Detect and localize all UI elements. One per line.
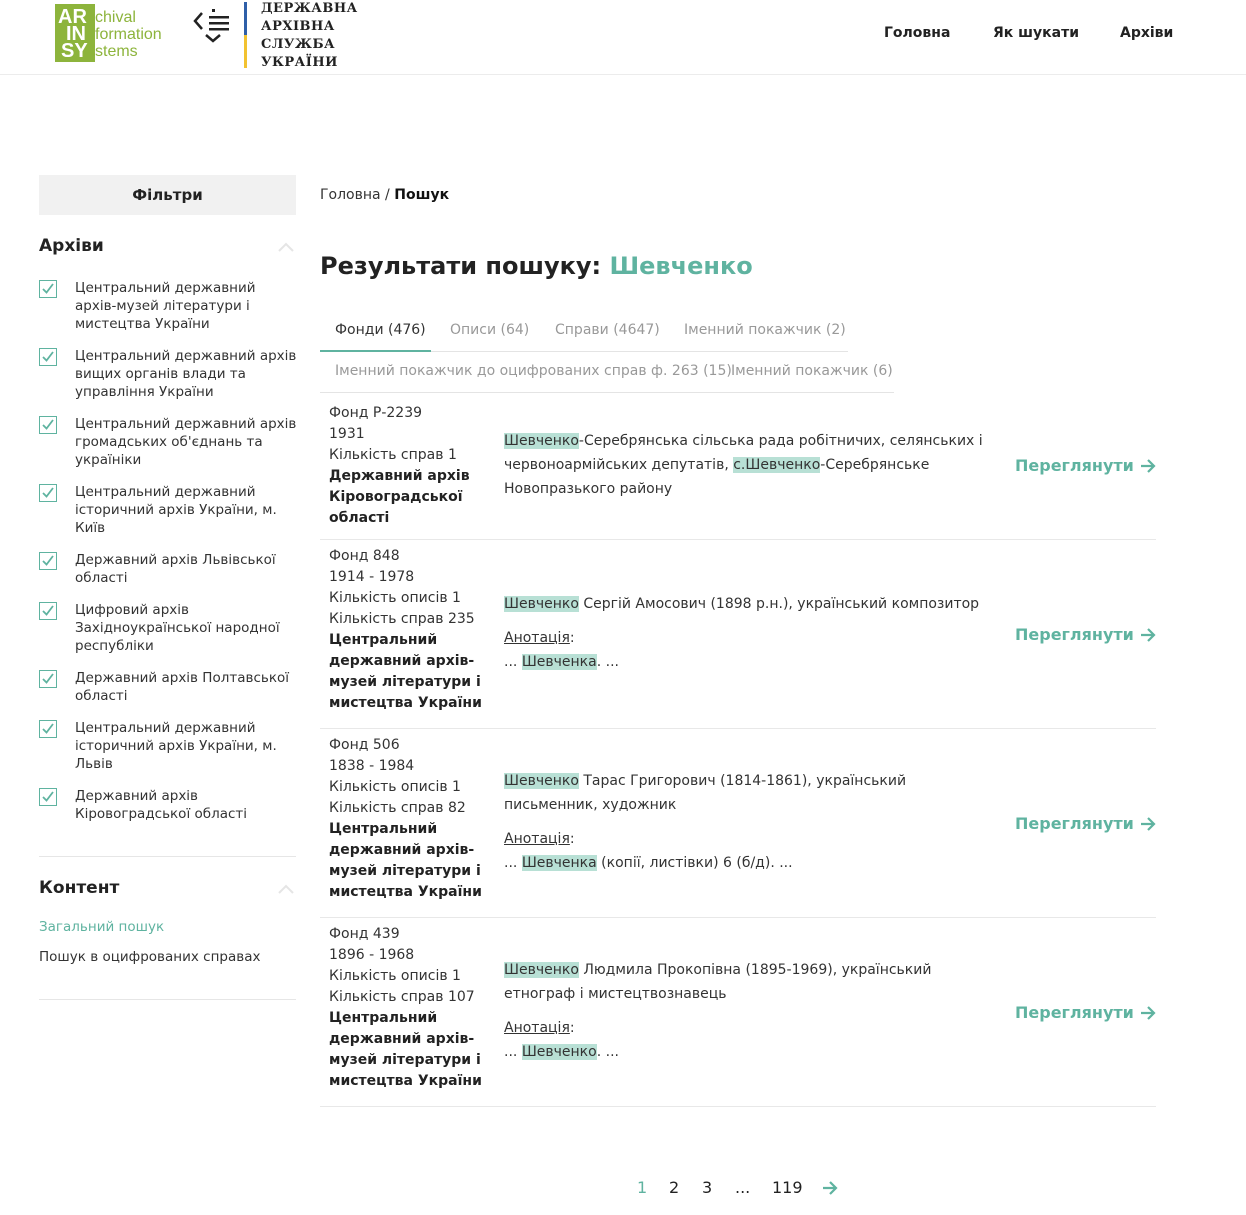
archive-filter-label: Центральний державний архів-музей літератури і мистецтва України	[75, 280, 256, 332]
result-count: Кількість справ 1	[329, 447, 457, 463]
search-highlight: Шевченко	[504, 433, 579, 449]
result-count: Кількість описів 1	[329, 779, 461, 795]
content-heading: Контент	[39, 878, 120, 898]
annotation-text: ...	[504, 855, 522, 871]
annotation-text: ...	[504, 654, 522, 670]
view-button-label: Переглянути	[1015, 625, 1134, 644]
archive-checkbox[interactable]	[39, 670, 57, 688]
annotation-snippet	[504, 650, 984, 674]
result-fond: Фонд 848	[329, 548, 400, 564]
result-count: Кількість справ 235	[329, 611, 475, 627]
archive-filter-label: Державний архів Полтавської області	[75, 670, 289, 704]
logo-letters-sy: SY	[61, 40, 88, 62]
result-annotation: Анотація:	[504, 630, 575, 646]
checkmark-icon	[42, 791, 54, 802]
result-title-text: -Серебрянське Новопразького району	[504, 457, 930, 497]
result-description	[504, 592, 984, 674]
annotation-label: Анотація	[504, 630, 570, 646]
result-meta	[329, 403, 489, 529]
archive-checkbox[interactable]	[39, 788, 57, 806]
tabs-underline	[320, 392, 894, 393]
breadcrumb-separator: /	[380, 187, 395, 203]
sidebar-divider	[39, 999, 296, 1000]
result-annotation: Анотація:	[504, 1020, 575, 1036]
page-link[interactable]: 3	[702, 1178, 713, 1197]
archive-filter-label: Державний архів Львівської області	[75, 552, 276, 586]
result-count: Кількість справ 82	[329, 800, 466, 816]
result-count: Кількість описів 1	[329, 590, 461, 606]
annotation-snippet	[504, 851, 984, 875]
result-row	[320, 540, 1156, 729]
chevron-up-icon[interactable]	[277, 242, 295, 252]
checkmark-icon	[42, 419, 54, 430]
result-title[interactable]	[504, 592, 984, 616]
dasu-emblem-icon	[192, 5, 236, 45]
nav-home[interactable]: Головна	[884, 25, 951, 41]
tab-inventories[interactable]: Описи (64)	[450, 322, 530, 338]
result-title[interactable]	[504, 958, 984, 1006]
result-archive: Центральний державний архів-музей літератури і мистецтва України	[329, 821, 482, 900]
checkmark-icon	[42, 605, 54, 616]
archive-filter-label: Державний архів Кіровоградської області	[75, 788, 248, 822]
breadcrumb-current: Пошук	[394, 187, 450, 203]
search-highlight: Шевченка	[521, 654, 597, 670]
logo-letters-ar: AR	[58, 6, 87, 28]
dasu-logo-text[interactable]	[261, 0, 358, 72]
results-query: Шевченко	[609, 252, 753, 280]
dasu-line: УКРАЇНИ	[261, 55, 338, 70]
page-link[interactable]: 1	[637, 1178, 648, 1197]
archive-checkbox[interactable]	[39, 552, 57, 570]
arin-logo[interactable]	[55, 4, 175, 64]
annotation-text: (копії, листівки) 6 (б/д). ...	[596, 855, 793, 871]
checkmark-icon	[42, 351, 54, 362]
tab-files[interactable]: Справи (4647)	[555, 322, 660, 338]
view-button[interactable]	[1015, 1003, 1156, 1022]
logo-text-formation: formation	[95, 26, 162, 43]
archive-filter-label: Центральний державний історичний архів України, м. Львів	[75, 720, 277, 772]
page-link[interactable]: 2	[669, 1178, 680, 1197]
view-button-label: Переглянути	[1015, 814, 1134, 833]
archive-checkbox[interactable]	[39, 484, 57, 502]
checkmark-icon	[42, 487, 54, 498]
breadcrumb	[320, 187, 449, 203]
search-highlight: Шевченко	[521, 1044, 597, 1060]
result-fond: Фонд Р-2239	[329, 405, 423, 421]
result-title-text: Тарас Григорович (1814-1861), український письменник, художник	[504, 773, 907, 813]
search-highlight: Шевченко	[504, 596, 579, 612]
result-archive: Державний архів Кіровоградської області	[329, 468, 470, 526]
archive-checkbox[interactable]	[39, 280, 57, 298]
page-title	[320, 252, 753, 280]
page-link[interactable]: 119	[772, 1178, 803, 1197]
page-ellipsis: ...	[735, 1178, 751, 1197]
checkmark-icon	[42, 673, 54, 684]
breadcrumb-home[interactable]: Головна	[320, 187, 381, 203]
site-header	[0, 0, 1246, 75]
sidebar-divider	[39, 856, 296, 857]
annotation-label: Анотація	[504, 1020, 570, 1036]
result-meta	[329, 924, 489, 1092]
tab-name-index-263[interactable]: Іменний покажчик до оцифрованих справ ф. 263 (15)	[335, 363, 732, 379]
search-highlight: Шевченка	[521, 855, 597, 871]
result-annotation: Анотація:	[504, 831, 575, 847]
annotation-text: . ...	[596, 1044, 619, 1060]
archive-checkbox[interactable]	[39, 602, 57, 620]
nav-archives[interactable]: Архіви	[1120, 25, 1174, 41]
tab-name-index-2[interactable]: Іменний покажчик (6)	[731, 363, 893, 379]
result-archive: Центральний державний архів-музей літератури і мистецтва України	[329, 1010, 482, 1089]
arrow-right-icon	[1140, 817, 1156, 831]
result-title-text: -Серебрянська сільська рада робітничих, селянських і червоноармійських депутатів,	[504, 433, 983, 473]
result-years: 1914 - 1978	[329, 569, 415, 585]
result-row	[320, 918, 1156, 1107]
tab-name-index[interactable]: Іменний покажчик (2)	[684, 322, 846, 338]
dasu-flag-bar	[244, 2, 247, 68]
result-description	[504, 429, 984, 501]
annotation-label: Анотація	[504, 831, 570, 847]
result-description	[504, 769, 984, 875]
result-fond: Фонд 439	[329, 926, 400, 942]
next-page-arrow-icon[interactable]	[821, 1180, 839, 1200]
result-years: 1896 - 1968	[329, 947, 415, 963]
archive-filter-label: Цифровий архів Західноукраїнської народної республіки	[75, 602, 280, 654]
archive-checkbox[interactable]	[39, 416, 57, 434]
view-button[interactable]	[1015, 814, 1156, 833]
result-years: 1931	[329, 426, 365, 442]
dasu-line: СЛУЖБА	[261, 37, 336, 52]
logo-text-stems: stems	[95, 43, 138, 60]
annotation-text: ...	[504, 1044, 522, 1060]
result-title-text: Сергій Амосович (1898 р.н.), український композитор	[578, 596, 980, 612]
view-button-label: Переглянути	[1015, 1003, 1134, 1022]
result-title[interactable]	[504, 429, 984, 501]
search-highlight: Шевченко	[504, 773, 579, 789]
archive-checkbox[interactable]	[39, 720, 57, 738]
view-button[interactable]	[1015, 625, 1156, 644]
view-button-label: Переглянути	[1015, 456, 1134, 475]
results-title-prefix: Результати пошуку:	[320, 252, 610, 280]
result-meta	[329, 735, 489, 903]
view-button[interactable]	[1015, 456, 1156, 475]
tab-fonds[interactable]: Фонди (476)	[335, 322, 426, 338]
result-row	[320, 729, 1156, 918]
content-link-digitized-search[interactable]: Пошук в оцифрованих справах	[39, 949, 261, 965]
result-count: Кількість справ 107	[329, 989, 475, 1005]
result-title[interactable]	[504, 769, 984, 817]
arrow-right-icon	[1140, 628, 1156, 642]
dasu-line: ДЕРЖАВНА	[261, 1, 358, 16]
content-link-general-search[interactable]: Загальний пошук	[39, 919, 165, 935]
archives-heading: Архіви	[39, 236, 104, 256]
active-tab-indicator	[320, 350, 431, 352]
chevron-up-icon[interactable]	[277, 884, 295, 894]
search-highlight: с.Шевченко	[733, 457, 821, 473]
checkmark-icon	[42, 555, 54, 566]
annotation-snippet	[504, 1040, 984, 1064]
result-count: Кількість описів 1	[329, 968, 461, 984]
result-archive: Центральний державний архів-музей літератури і мистецтва України	[329, 632, 482, 711]
annotation-text: . ...	[596, 654, 619, 670]
result-fond: Фонд 506	[329, 737, 400, 753]
archive-filter-label: Центральний державний історичний архів України, м. Київ	[75, 484, 277, 536]
archive-filter-label: Центральний державний архів вищих органів влади та управління України	[75, 348, 297, 400]
logo-text-chival: chival	[95, 9, 136, 26]
archive-filter-label: Центральний державний архів громадських об'єднань та україніки	[75, 416, 297, 468]
result-meta	[329, 546, 489, 714]
arrow-right-icon	[1140, 1006, 1156, 1020]
nav-how-to-search[interactable]: Як шукати	[993, 25, 1080, 41]
archive-checkbox[interactable]	[39, 348, 57, 366]
search-highlight: Шевченко	[504, 962, 579, 978]
checkmark-icon	[42, 723, 54, 734]
dasu-line: АРХІВНА	[261, 19, 335, 34]
result-description	[504, 958, 984, 1064]
result-years: 1838 - 1984	[329, 758, 415, 774]
arrow-right-icon	[1140, 459, 1156, 473]
checkmark-icon	[42, 283, 54, 294]
result-row	[320, 397, 1156, 540]
result-title-text: Людмила Прокопівна (1895-1969), український етнограф і мистецтвознавець	[504, 962, 932, 1002]
logo-letters-in: IN	[66, 23, 86, 45]
filters-toggle-button[interactable]: Фільтри	[39, 175, 296, 215]
